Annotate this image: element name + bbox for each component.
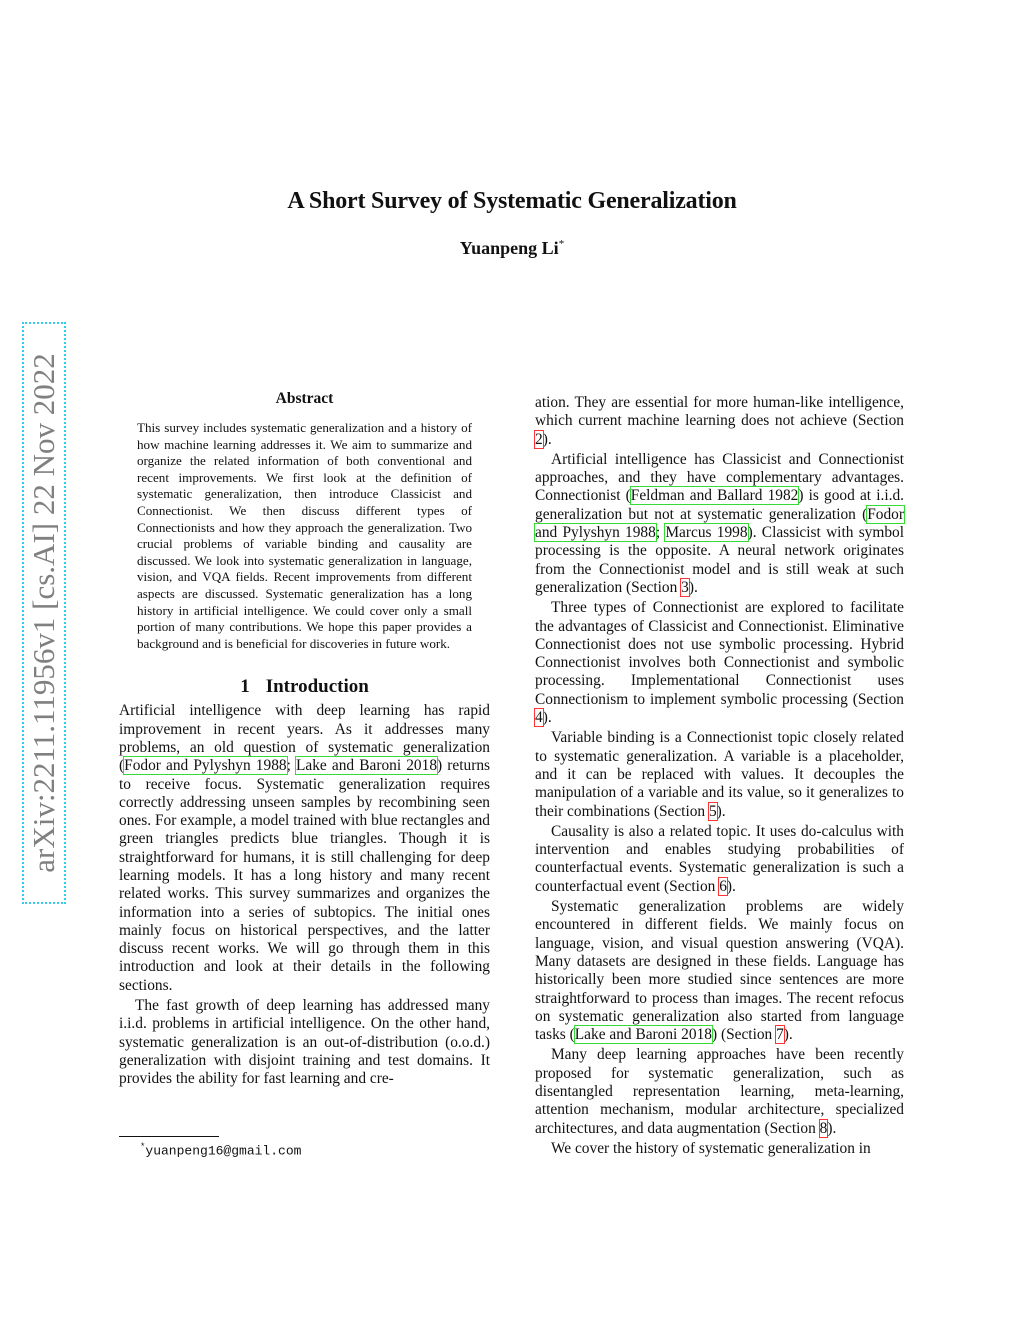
intro-paragraph-1: Artificial intelligence with deep learning has rapid improvement in recent years. As it addresses many problems, an old question of systematic generalization (Fodor and Pylyshyn 1988; Lake and Baroni 2018) returns to receive focus. Systematic generalization requires correctly addressing unseen samples by recombining seen ones. For example, a model trained with blue rectangles and green triangles predicts blue triangles. Though it is straightforward for humans, it is still challenging for deep learning models. It has a long history and many recent related works. This survey summarizes and organizes the information into a series of subtopics. The initial ones mainly focus on historical perspectives, and the latter discuss recent works. We will go through them in this introduction and look at their details in the following sections. bbox=[119, 702, 490, 994]
intro-paragraph-5: Three types of Connectionist are explored to facilitate the advantages of Classicist and Connectionist. Eliminative Connectionist does not use symbolic processing. Hybrid Connectionist involves both Connectionist and symbolic processing. Implementational Connectionist uses Connectionism to implement symbolic processing (Section 4). bbox=[535, 599, 904, 727]
section-ref-link[interactable]: 6 bbox=[719, 877, 727, 895]
citation-link[interactable]: Marcus 1998 bbox=[665, 524, 748, 542]
intro-paragraph-2: The fast growth of deep learning has addressed many i.i.d. problems in artificial intelligence. On the other hand, systematic generalization is an out-of-distribution (o.o.d.) generalization with disjoint training and test domains. It provides the ability for fast learning and cre- bbox=[119, 997, 490, 1088]
intro-paragraph-7: Causality is also a related topic. It uses do-calculus with intervention and enables studying probabilities of counterfactual events. Systematic generalization is such a counterfactual event (Section 6). bbox=[535, 822, 904, 895]
section-ref-link[interactable]: 5 bbox=[708, 802, 717, 820]
section-ref-link[interactable]: 4 bbox=[535, 709, 543, 727]
section-heading-introduction bbox=[119, 676, 490, 698]
intro-paragraph-8: Systematic generalization problems are widely encountered in different fields. We mainly focus on language, vision, and visual question answering (VQA). Many datasets are designed in these fields. Language has historically been more studied since sentences are more straightforward to process than images. The recent refocus on systematic generalization also started from language tasks (Lake and Baroni 2018) (Section 7). bbox=[535, 898, 904, 1044]
footnote-email: yuanpeng16@gmail.com bbox=[145, 1143, 302, 1159]
citation-link[interactable]: Feldman and Ballard 1982 bbox=[630, 487, 799, 505]
footnote-rule bbox=[119, 1136, 219, 1137]
citation-link[interactable]: Lake and Baroni 2018 bbox=[296, 757, 438, 775]
author-name: Yuanpeng Li bbox=[459, 238, 559, 258]
citation-link[interactable]: Lake and Baroni 2018 bbox=[574, 1026, 712, 1044]
author bbox=[0, 238, 1024, 259]
intro-paragraph-6: Variable binding is a Connectionist topic closely related to systematic generalization. A variable is a placeholder, and it can be replaced with values. It decouples the manipulation of a variable and its value, so it generalizes to their combinations (Section 5). bbox=[535, 729, 904, 820]
paper-title: A Short Survey of Systematic Generalization bbox=[287, 188, 737, 214]
section-ref-link[interactable]: 8 bbox=[819, 1119, 828, 1137]
abstract-body: This survey includes systematic generalization and a history of how machine learning addresses it. We aim to summarize and organize the related information of both conventional and recent improvements. We first look at the definition of systematic generalization, then introduce Classicist and Connectionist. We then discuss different types of Connectionists and how they approach the generalization. Two crucial problems of variable binding and causality are discussed. We look into systematic generalization in language, vision, and VQA fields. Recent improvements from different aspects are discussed. Systematic generalization has a long history in artificial intelligence. We could cover only a small portion of many contributions. We hope this paper provides a background and is beneficial for discoveries in future work. bbox=[137, 420, 472, 651]
citation-link[interactable]: Fodor and Pylyshyn 1988 bbox=[124, 757, 287, 775]
intro-paragraph-3: ation. They are essential for more human-like intelligence, which current machine learning does not achieve (Section 2). bbox=[535, 394, 904, 448]
left-column bbox=[119, 390, 490, 1089]
footnote-mark: * bbox=[140, 1142, 146, 1152]
section-ref-link[interactable]: 2 bbox=[535, 430, 543, 448]
intro-paragraph-10: We cover the history of systematic generalization in bbox=[551, 1139, 871, 1157]
intro-paragraph-9: Many deep learning approaches have been recently proposed for systematic generalization, such as disentangled representation learning, meta-learning, attention mechanism, modular architecture, specialized architectures, and data augmentation (Section 8). bbox=[535, 1046, 904, 1137]
author-footnote-mark: * bbox=[558, 238, 565, 250]
intro-paragraph-4: Artificial intelligence has Classicist and Connectionist approaches, and they have complementary advantages. Connectionist (Feldman and Ballard 1982) is good at i.i.d. generalization but not at systematic generalization (Fodor and Pylyshyn 1988; Marcus 1998). Classicist with symbol processing is the opposite. A neural network originates from the Connectionist model and is still weak at such generalization (Section 3). bbox=[535, 450, 905, 596]
section-ref-link[interactable]: 7 bbox=[776, 1026, 784, 1044]
citation-link[interactable]: Fodor and Pylyshyn 1988 bbox=[535, 505, 904, 542]
right-column bbox=[535, 394, 904, 1158]
arxiv-identifier: arXiv:2211.11956v1 [cs.AI] 22 Nov 2022 bbox=[26, 353, 61, 873]
footnote bbox=[140, 1142, 301, 1158]
abstract-heading: Abstract bbox=[275, 390, 334, 407]
section-title: Introduction bbox=[265, 676, 369, 698]
section-number: 1 bbox=[240, 676, 250, 698]
section-ref-link[interactable]: 3 bbox=[681, 578, 689, 596]
